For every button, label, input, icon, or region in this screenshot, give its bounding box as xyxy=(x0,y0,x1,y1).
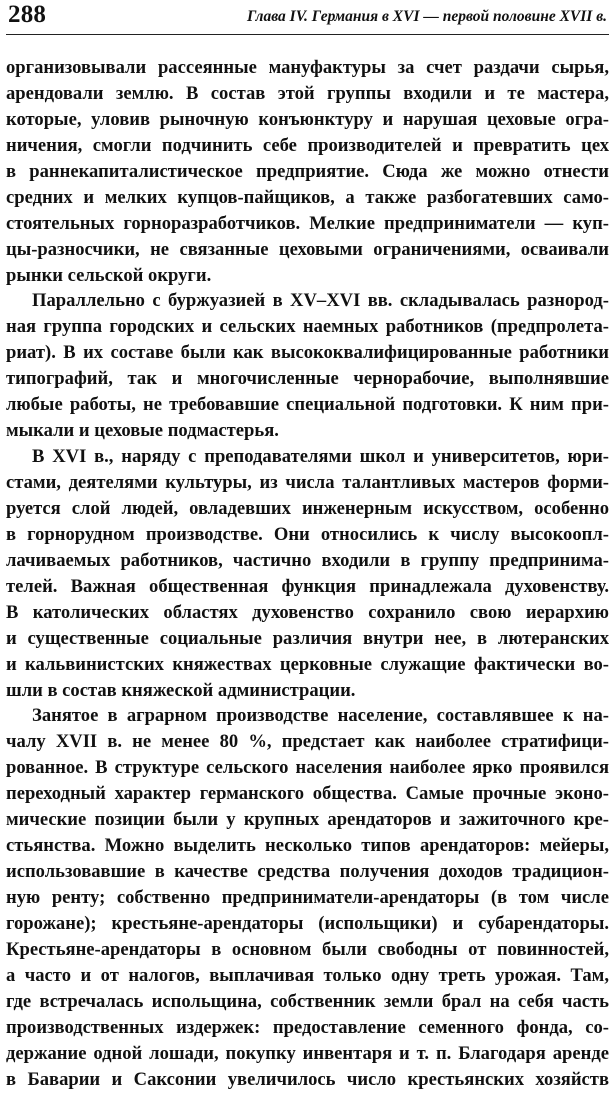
text-line: горожане); крестьяне-арендаторы (испольщики) и субарендаторы. xyxy=(6,912,609,934)
text-line: в горнорудном производстве. Они относились к числу высокоопл- xyxy=(6,523,609,545)
text-line: Крестьяне-арендаторы в основном были свободны от повинностей, xyxy=(6,938,609,960)
text-line: использовавшие в качестве средства получения доходов традицион- xyxy=(6,861,609,883)
text-line: В католических областях духовенство сохранило свою иерархию xyxy=(6,601,609,623)
text-line: держание одной лошади, покупку инвентаря и т. п. Благодаря аренде xyxy=(6,1042,609,1064)
text-line: которые, уловив рыночную конъюнктуру и нарушая цеховые огра- xyxy=(6,108,609,130)
text-line: ная группа городских и сельских наемных работников (предпролета- xyxy=(6,316,609,338)
text-line: средних и мелких купцов-пайщиков, а также разбогатевших само- xyxy=(6,186,609,208)
text-line: любые работы, не требовавшие специальной подготовки. К ним при- xyxy=(6,394,609,416)
text-line: риат). В их составе были как высококвалифицированные работники xyxy=(6,342,609,364)
text-line: стоятельных горноразработчиков. Мелкие предприниматели — куп- xyxy=(6,212,609,234)
text-line: цы-разносчики, не связанные цеховыми ограничениями, осваивали xyxy=(6,238,609,260)
text-line: ную ренту; собственно предприниматели-арендаторы (в том числе xyxy=(6,887,609,908)
text-line: Параллельно с буржуазией в XV–XVI вв. складывалась разнород- xyxy=(32,290,609,312)
text-line: рынки сельской округи. xyxy=(6,264,212,286)
page-number: 288 xyxy=(8,1,47,28)
body-text xyxy=(6,55,609,1093)
text-line: стьянства. Можно выделить несколько типов арендаторов: мейеры, xyxy=(6,835,609,857)
text-line: руется слой людей, овладевших инженерным искусством, особенно xyxy=(6,497,609,519)
text-line: стами, деятелями культуры, из числа талантливых мастеров форми- xyxy=(6,472,609,493)
text-line: телей. Важная общественная функция принадлежала духовенству. xyxy=(6,575,609,597)
running-header xyxy=(6,0,609,35)
text-line: и существенные социальные различия внутри нее, в лютеранских xyxy=(6,627,609,649)
text-line: лачиваемых работников, частично входили в группу предпринима- xyxy=(6,549,609,571)
text-line: рованное. В структуре сельского населения наиболее ярко проявился xyxy=(6,757,609,779)
text-line: производственных издержек: предоставление семенного фонда, со- xyxy=(6,1016,609,1038)
text-line: переходный характер германского общества. Самые прочные эконо- xyxy=(6,783,609,805)
text-line: ничения, смогли подчинить себе производителей и превратить цех xyxy=(6,134,609,156)
text-line: В XVI в., наряду с преподавателями школ и университетов, юри- xyxy=(32,446,609,468)
text-line: в Баварии и Саксонии увеличилось число крестьянских хозяйств xyxy=(6,1068,609,1090)
text-line: в раннекапиталистическое предприятие. Сюда же можно отнести xyxy=(6,160,609,182)
text-line: арендовали землю. В состав этой группы входили и те мастера, xyxy=(6,82,609,104)
text-line: шли в состав княжеской администрации. xyxy=(6,679,356,701)
text-line: мыкали и цеховые подмастерья. xyxy=(6,420,279,442)
text-line: Занятое в аграрном производстве население, составлявшее к на- xyxy=(32,705,609,727)
text-line: типографий, так и многочисленные чернорабочие, выполнявшие xyxy=(6,368,609,390)
running-title: Глава IV. Германия в XVI — первой половине XVII в. xyxy=(246,8,607,25)
text-line: организовывали рассеянные мануфактуры за счет раздачи сырья, xyxy=(6,57,609,78)
text-line: и кальвинистских княжествах церковные служащие фактически во- xyxy=(6,653,609,675)
text-line: а часто и от налогов, выплачивая только одну треть урожая. Там, xyxy=(6,964,609,986)
text-line: мические позиции были у крупных арендаторов и зажиточного кре- xyxy=(6,809,609,831)
text-line: чалу XVII в. не менее 80 %, предстает как наиболее стратифици- xyxy=(6,731,609,753)
text-line: где встречалась испольщина, собственник земли брал на себя часть xyxy=(6,990,609,1012)
